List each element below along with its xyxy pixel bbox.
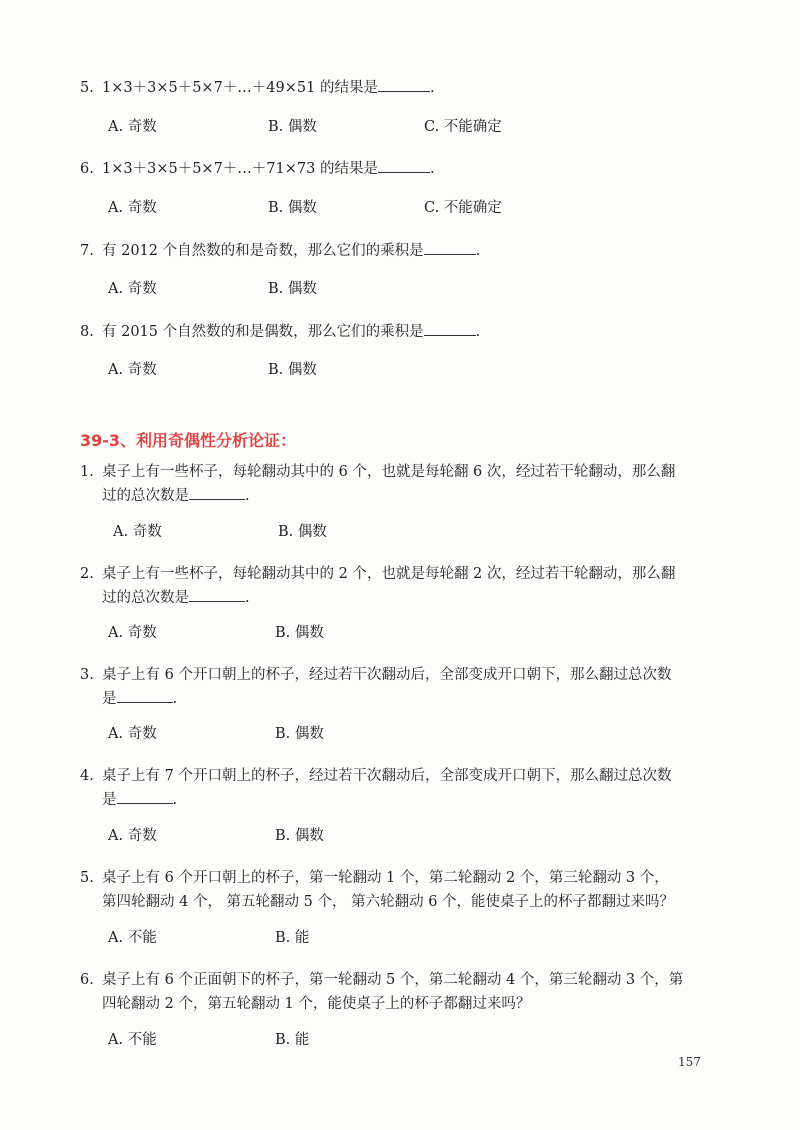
- question-line2: [80, 586, 710, 610]
- question-text-line2: 四轮翻动 2 个，第五轮翻动 1 个，能使桌子上的杯子都翻过来吗？: [102, 996, 531, 1012]
- question-line2: [80, 788, 710, 812]
- question-text-line2: 是: [102, 691, 117, 707]
- option-a[interactable]: A. 奇数: [113, 524, 162, 540]
- question-number: 6.: [80, 161, 94, 177]
- option-a[interactable]: A. 奇数: [108, 200, 157, 216]
- option-b[interactable]: B. 能: [275, 1032, 310, 1048]
- question-text-line2: 过的总次数是: [102, 590, 189, 606]
- option-b[interactable]: B. 偶数: [275, 828, 324, 844]
- option-b[interactable]: B. 偶数: [268, 362, 317, 378]
- question-line2: [80, 687, 710, 711]
- option-b[interactable]: B. 偶数: [275, 625, 324, 641]
- question-s2-6: [80, 968, 710, 1016]
- question-number: 5.: [80, 870, 94, 886]
- option-b[interactable]: B. 偶数: [275, 726, 324, 742]
- answer-blank[interactable]: [424, 321, 476, 336]
- question-text-line2: 第四轮翻动 4 个， 第五轮翻动 5 个， 第六轮翻动 6 个，能使桌子上的杯子都翻过来吗？: [102, 894, 675, 910]
- option-a[interactable]: A. 不能: [108, 930, 157, 946]
- option-b[interactable]: B. 偶数: [268, 200, 317, 216]
- question-text-line2: 是: [102, 792, 117, 808]
- question-text-line1: 桌子上有 7 个开口朝上的杯子，经过若干次翻动后，全部变成开口朝下，那么翻过总次数: [102, 768, 672, 784]
- answer-blank[interactable]: [117, 688, 173, 703]
- question-text: 有 2012 个自然数的和是奇数，那么它们的乘积是: [102, 243, 424, 259]
- question-s1-7: [80, 239, 710, 263]
- option-b[interactable]: B. 偶数: [268, 119, 317, 135]
- option-c[interactable]: C. 不能确定: [424, 200, 502, 216]
- question-s2-1: [80, 460, 710, 508]
- question-number: 5.: [80, 80, 94, 96]
- question-number: 4.: [80, 768, 94, 784]
- question-s1-5: [80, 76, 710, 100]
- question-number: 6.: [80, 972, 94, 988]
- answer-blank[interactable]: [117, 789, 173, 804]
- question-text-line1: 桌子上有一些杯子，每轮翻动其中的 6 个，也就是每轮翻 6 次，经过若干轮翻动，那么翻: [102, 464, 676, 480]
- page-number: 157: [678, 1055, 701, 1069]
- section-heading: 39-3、利用奇偶性分析论证：: [80, 431, 297, 450]
- answer-blank[interactable]: [378, 158, 430, 173]
- option-b[interactable]: B. 偶数: [278, 524, 327, 540]
- question-text: 有 2015 个自然数的和是偶数，那么它们的乘积是: [102, 324, 424, 340]
- question-tail: .: [172, 792, 178, 808]
- question-tail: .: [429, 161, 435, 177]
- question-text-line1: 桌子上有一些杯子，每轮翻动其中的 2 个，也就是每轮翻 2 次，经过若干轮翻动，那么翻: [102, 566, 676, 582]
- question-text-line2: 过的总次数是: [102, 488, 189, 504]
- question-tail: .: [245, 488, 250, 504]
- question-tail: .: [475, 324, 481, 340]
- question-tail: .: [172, 691, 178, 707]
- option-b[interactable]: B. 能: [275, 930, 310, 946]
- question-text-line1: 桌子上有 6 个正面朝下的杯子，第一轮翻动 5 个，第二轮翻动 4 个，第三轮翻动 3 个，第: [102, 972, 684, 988]
- option-b[interactable]: B. 偶数: [268, 281, 317, 297]
- question-s2-2: [80, 562, 710, 610]
- question-number: 8.: [80, 324, 94, 340]
- question-number: 2.: [80, 566, 94, 582]
- option-a[interactable]: A. 奇数: [108, 625, 157, 641]
- question-text-line1: 桌子上有 6 个开口朝上的杯子，经过若干次翻动后，全部变成开口朝下，那么翻过总次数: [102, 667, 672, 683]
- answer-blank[interactable]: [189, 587, 245, 602]
- question-text-line1: 桌子上有 6 个开口朝上的杯子，第一轮翻动 1 个，第二轮翻动 2 个，第三轮翻动 3 个，: [102, 870, 669, 886]
- option-a[interactable]: A. 奇数: [108, 726, 157, 742]
- option-a[interactable]: A. 不能: [108, 1032, 157, 1048]
- question-line2: [80, 992, 710, 1016]
- question-s1-8: [80, 320, 710, 344]
- answer-blank[interactable]: [189, 485, 245, 500]
- question-tail: .: [475, 243, 481, 259]
- question-s2-4: [80, 764, 710, 812]
- question-number: 7.: [80, 243, 94, 259]
- question-tail: .: [429, 80, 435, 96]
- option-a[interactable]: A. 奇数: [108, 828, 157, 844]
- question-line2: [80, 484, 710, 508]
- question-text: 1×3＋3×5＋5×7＋…＋71×73 的结果是: [102, 161, 378, 177]
- question-s2-3: [80, 663, 710, 711]
- option-a[interactable]: A. 奇数: [108, 362, 157, 378]
- question-number: 1.: [80, 464, 94, 480]
- option-a[interactable]: A. 奇数: [108, 119, 157, 135]
- question-text: 1×3＋3×5＋5×7＋…＋49×51 的结果是: [102, 80, 378, 96]
- answer-blank[interactable]: [378, 77, 430, 92]
- question-number: 3.: [80, 667, 94, 683]
- question-s1-6: [80, 157, 710, 181]
- question-line2: [80, 890, 710, 914]
- option-a[interactable]: A. 奇数: [108, 281, 157, 297]
- option-c[interactable]: C. 不能确定: [424, 119, 502, 135]
- answer-blank[interactable]: [424, 240, 476, 255]
- question-tail: .: [245, 590, 250, 606]
- question-s2-5: [80, 866, 710, 914]
